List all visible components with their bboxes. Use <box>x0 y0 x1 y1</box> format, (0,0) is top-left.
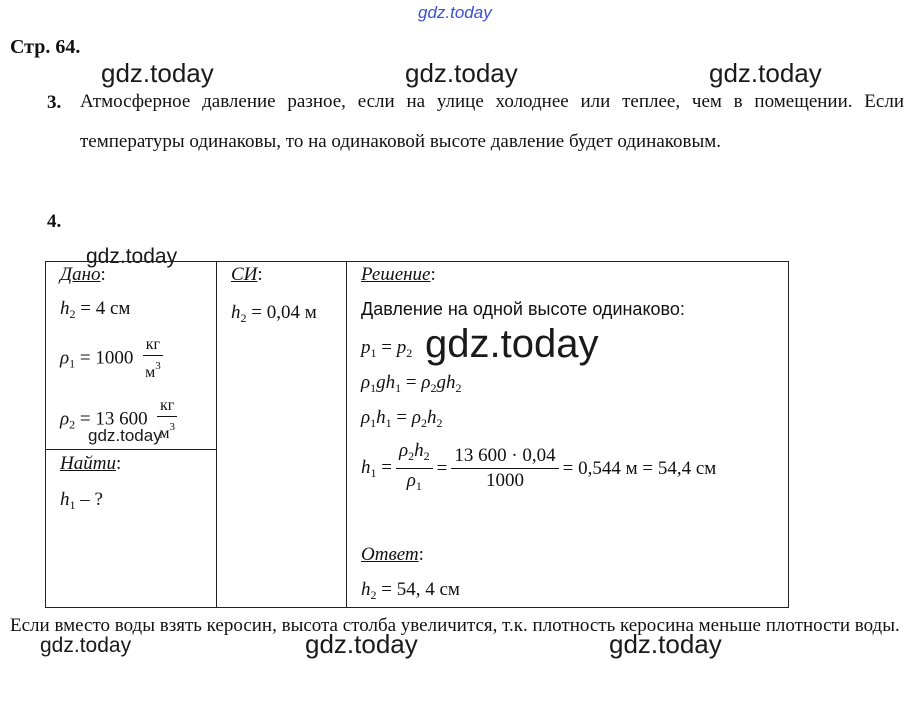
colon: : <box>100 264 106 285</box>
colon: : <box>257 264 263 285</box>
answer-value-text: 54, 4 см <box>396 579 460 600</box>
watermark: gdz.today <box>425 322 599 366</box>
fraction-symbolic: $\frac{\rho_2h_2}{\rho_1}$ <box>396 440 433 497</box>
unit-power: 3 <box>169 421 175 433</box>
given-rho2: $\rho_2 = 13$ 600 $\frac{кг}{м^3}$ <box>60 397 182 443</box>
answer-label-text: Ответ <box>361 544 419 565</box>
given-rho1: $\rho_1 = 1000$ $\frac{кг}{м^3}$ <box>60 336 168 382</box>
fraction-numeric <box>451 445 558 492</box>
watermark: gdz.today <box>86 245 178 268</box>
watermark: gdz.today <box>609 629 722 659</box>
page-header: Стр. 64. <box>10 36 81 58</box>
calc-result: = 0,544 м = 54,4 см <box>562 457 717 479</box>
formula-calculation: $h_1$ = $\frac{\rho_2h_2}{\rho_1}$ = $\frac{13 600 \cdot 0,04}{1000}$ = 0,544 м = 54,4 см <box>361 440 716 497</box>
given-h2-value: 4 см <box>95 298 131 319</box>
watermark-top: gdz.today <box>418 3 492 22</box>
find-label <box>60 453 121 475</box>
colon: : <box>430 264 436 285</box>
conclusion-text: Если вместо воды взять керосин, высота столба увеличится, т.к. плотность керосина меньше плотности воды. <box>10 615 900 636</box>
watermark: gdz.today <box>88 426 162 445</box>
item-3-text: Атмосферное давление разное, если на улице холоднее или теплее, чем в помещении. Если температуры одинаковы, то на одинаковой высоте давление будет одинаковым. <box>80 91 904 152</box>
given-label-text: Дано <box>60 264 101 285</box>
formula-rho-h: $\rho_1h_1 = \rho_2h_2$ <box>361 407 443 430</box>
solution-text: Давление на одной высоте одинаково: <box>361 299 685 319</box>
find-value: – ? <box>80 489 103 510</box>
answer-value: $h_2 = 54$, 4 см <box>361 579 460 602</box>
si-h2: $h_2 = 0,04$ м <box>231 302 317 325</box>
unit-numerator: кг <box>143 336 163 356</box>
calc-numerator: 13 600 · 0,04 <box>451 445 558 469</box>
solution-label <box>361 264 436 286</box>
solution-label-text: Решение <box>361 264 431 285</box>
answer-label <box>361 544 424 566</box>
item-3-number: 3. <box>47 92 62 113</box>
formula-pressure-equal: $p_1 = p_2$ <box>361 337 413 360</box>
unit-denominator: м <box>159 425 170 442</box>
watermark: gdz.today <box>709 58 822 88</box>
watermark: gdz.today <box>40 634 132 657</box>
colon: : <box>115 453 122 474</box>
given-label <box>60 264 106 286</box>
watermark: gdz.today <box>101 58 214 88</box>
unit-denominator: м <box>145 364 156 381</box>
unit-power: 3 <box>155 360 161 372</box>
given-rho2-value: 13 600 <box>95 408 148 430</box>
unit-numerator: кг <box>157 397 177 417</box>
item-4-number: 4. <box>47 211 62 232</box>
si-label <box>231 264 263 286</box>
find-h1: $h_1$ – ? <box>60 489 103 512</box>
watermark: gdz.today <box>305 629 418 659</box>
find-label-text: Найти <box>60 453 116 474</box>
formula-rho-g-h: $\rho_1gh_1 = \rho_2gh_2$ <box>361 372 462 395</box>
colon: : <box>418 544 424 565</box>
watermark: gdz.today <box>405 58 518 88</box>
given-h2: $h_2 = 4$ см <box>60 298 131 321</box>
calc-denominator: 1000 <box>485 470 524 491</box>
si-h2-value: 0,04 м <box>266 302 317 323</box>
given-rho1-value: 1000 <box>95 347 134 369</box>
density-unit <box>142 336 164 382</box>
si-label-text: СИ <box>231 264 258 285</box>
